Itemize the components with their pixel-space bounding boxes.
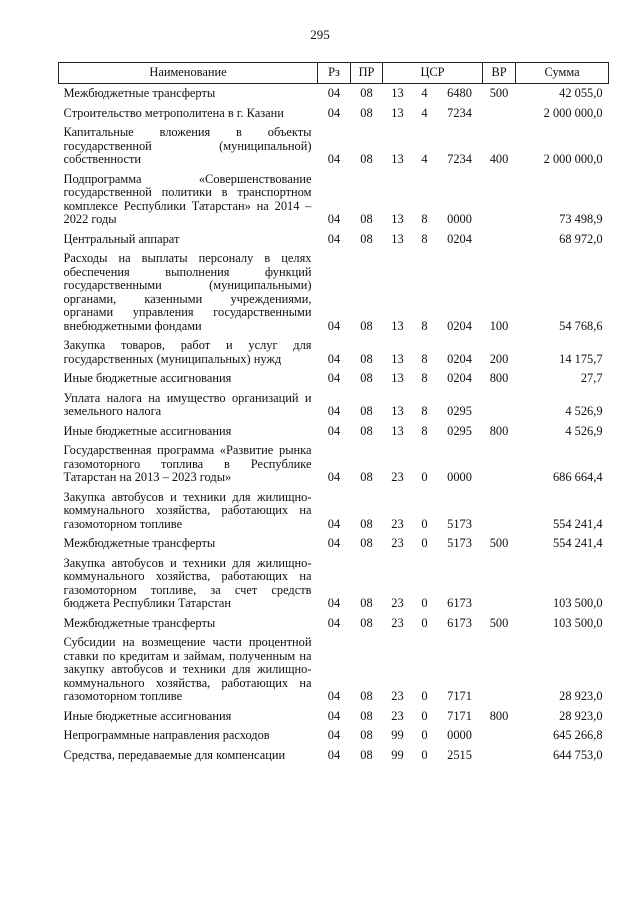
row-csr-program: 23 xyxy=(391,536,404,550)
table-row xyxy=(59,422,609,442)
table-row xyxy=(59,488,609,535)
row-name: Непрограммные направления расходов xyxy=(63,728,270,742)
row-pr: 08 xyxy=(360,516,373,531)
row-vr xyxy=(483,554,516,614)
row-csr-program: 13 xyxy=(391,212,404,226)
row-csr-subprogram: 8 xyxy=(421,318,428,333)
row-pr: 08 xyxy=(360,152,373,166)
row-csr-subprogram: 0 xyxy=(421,615,428,630)
row-csr-subprogram: 0 xyxy=(421,470,428,484)
row-sum: 28 923,0 xyxy=(559,708,603,723)
row-csr-program: 13 xyxy=(391,231,404,246)
row-pr: 08 xyxy=(360,212,373,226)
row-name: Средства, передаваемые для компенсации xyxy=(63,747,286,762)
row-csr-direction: 7171 xyxy=(447,708,472,723)
row-name: Иные бюджетные ассигнования xyxy=(63,371,232,385)
row-name: Капитальные вложения в объекты государственной (муниципальной) собственности xyxy=(63,125,312,166)
row-csr-program: 13 xyxy=(391,318,404,333)
row-vr: 500 xyxy=(489,536,509,550)
row-sum: 4 526,9 xyxy=(565,423,603,438)
row-pr: 08 xyxy=(360,231,373,246)
row-csr-subprogram: 0 xyxy=(421,516,428,531)
row-pr: 08 xyxy=(360,615,373,630)
row-name: Закупка автобусов и техники для жилищно-коммунального хозяйства, работающих на газомоторном топливе, за счет средств бюджета Республики Татарстан xyxy=(63,555,312,610)
row-csr-program: 99 xyxy=(391,747,404,762)
row-vr: 100 xyxy=(489,318,509,333)
row-sum: 54 768,6 xyxy=(559,318,603,333)
table-row xyxy=(59,534,609,554)
row-name: Закупка товаров, работ и услуг для государственных (муниципальных) нужд xyxy=(63,338,312,366)
row-rz: 04 xyxy=(327,689,341,703)
row-rz: 04 xyxy=(327,371,341,385)
row-name: Межбюджетные трансферты xyxy=(63,536,216,550)
row-vr: 200 xyxy=(489,351,509,366)
row-csr-program: 23 xyxy=(391,615,404,630)
row-sum: 644 753,0 xyxy=(552,747,603,762)
row-sum: 103 500,0 xyxy=(552,615,603,630)
row-pr: 08 xyxy=(360,86,373,100)
page-number: 295 xyxy=(310,27,330,42)
row-sum: 2 000 000,0 xyxy=(543,152,603,166)
table-row xyxy=(59,123,609,170)
row-csr-direction: 2515 xyxy=(447,747,472,762)
row-csr-program: 23 xyxy=(391,470,404,484)
row-sum: 554 241,4 xyxy=(552,516,603,531)
row-csr-program: 13 xyxy=(391,105,404,120)
row-csr-program: 23 xyxy=(391,689,404,703)
table-row xyxy=(59,389,609,422)
row-rz: 04 xyxy=(327,615,341,630)
row-csr-subprogram: 8 xyxy=(421,404,428,418)
row-rz: 04 xyxy=(327,470,341,484)
row-csr-direction: 0204 xyxy=(447,351,472,366)
table-row xyxy=(59,554,609,614)
row-pr: 08 xyxy=(360,371,373,385)
row-csr-subprogram: 4 xyxy=(421,86,428,100)
row-csr-subprogram: 8 xyxy=(421,371,428,385)
table-row xyxy=(59,104,609,124)
row-vr xyxy=(483,170,516,230)
table-row xyxy=(59,707,609,727)
row-sum: 42 055,0 xyxy=(559,86,603,100)
row-name: Строительство метрополитена в г. Казани xyxy=(63,105,284,120)
row-vr: 500 xyxy=(489,615,509,630)
row-csr-subprogram: 4 xyxy=(421,105,428,120)
row-csr-subprogram: 0 xyxy=(421,708,428,723)
row-name: Межбюджетные трансферты xyxy=(63,615,216,630)
table-row xyxy=(59,441,609,488)
row-csr-direction: 5173 xyxy=(447,536,472,550)
table-row xyxy=(59,84,609,104)
row-pr: 08 xyxy=(360,747,373,762)
row-pr: 08 xyxy=(360,708,373,723)
row-sum: 68 972,0 xyxy=(559,231,603,246)
row-csr-program: 13 xyxy=(391,423,404,438)
row-pr: 08 xyxy=(360,470,373,484)
row-csr-subprogram: 0 xyxy=(421,747,428,762)
row-csr-subprogram: 4 xyxy=(421,152,428,166)
header-vr: ВР xyxy=(483,63,516,84)
row-csr-subprogram: 8 xyxy=(421,212,428,226)
header-name: Наименование xyxy=(59,63,318,84)
row-csr-direction: 0204 xyxy=(447,318,472,333)
row-name: Закупка автобусов и техники для жилищно-коммунального хозяйства, работающих на газомоторном топливе xyxy=(63,489,312,531)
row-csr-subprogram: 8 xyxy=(421,351,428,366)
table-row xyxy=(59,614,609,634)
row-rz: 04 xyxy=(327,318,341,333)
row-pr: 08 xyxy=(360,351,373,366)
row-rz: 04 xyxy=(327,351,341,366)
table-row xyxy=(59,170,609,230)
row-csr-subprogram: 0 xyxy=(421,596,428,610)
row-rz: 04 xyxy=(327,231,341,246)
row-vr: 800 xyxy=(489,371,509,385)
row-csr-program: 99 xyxy=(391,728,404,742)
table-row xyxy=(59,726,609,746)
row-csr-direction: 6173 xyxy=(447,615,472,630)
row-pr: 08 xyxy=(360,423,373,438)
row-sum: 14 175,7 xyxy=(559,351,603,366)
row-csr-direction: 0000 xyxy=(447,212,472,226)
row-sum: 103 500,0 xyxy=(552,596,603,610)
row-name: Иные бюджетные ассигнования xyxy=(63,423,232,438)
row-csr-subprogram: 0 xyxy=(421,689,428,703)
row-pr: 08 xyxy=(360,318,373,333)
table-row xyxy=(59,633,609,707)
row-csr-direction: 0295 xyxy=(447,404,472,418)
row-vr: 800 xyxy=(489,423,509,438)
row-vr xyxy=(483,633,516,707)
row-vr xyxy=(483,104,516,124)
row-csr-direction: 0000 xyxy=(447,470,472,484)
row-vr xyxy=(483,389,516,422)
row-csr-direction: 0000 xyxy=(447,728,472,742)
row-name: Иные бюджетные ассигнования xyxy=(63,708,232,723)
row-csr-program: 13 xyxy=(391,86,404,100)
row-csr-program: 23 xyxy=(391,708,404,723)
row-rz: 04 xyxy=(327,86,341,100)
row-name: Межбюджетные трансферты xyxy=(63,86,216,100)
row-csr-subprogram: 8 xyxy=(421,423,428,438)
row-name: Уплата налога на имущество организаций и земельного налога xyxy=(63,390,312,418)
table-row xyxy=(59,230,609,250)
table-row xyxy=(59,249,609,336)
row-csr-direction: 7234 xyxy=(447,105,472,120)
row-rz: 04 xyxy=(327,105,341,120)
row-vr xyxy=(483,726,516,746)
row-rz: 04 xyxy=(327,747,341,762)
row-csr-direction: 6480 xyxy=(447,86,472,100)
row-sum: 27,7 xyxy=(580,371,603,385)
row-sum: 686 664,4 xyxy=(552,470,603,484)
row-csr-program: 23 xyxy=(391,516,404,531)
row-rz: 04 xyxy=(327,596,341,610)
row-csr-direction: 7171 xyxy=(447,689,472,703)
row-rz: 04 xyxy=(327,516,341,531)
row-pr: 08 xyxy=(360,596,373,610)
header-sum: Сумма xyxy=(516,63,609,84)
row-vr xyxy=(483,441,516,488)
row-csr-program: 13 xyxy=(391,152,404,166)
row-sum: 28 923,0 xyxy=(559,689,603,703)
table-row xyxy=(59,336,609,369)
row-csr-direction: 0204 xyxy=(447,231,472,246)
row-vr xyxy=(483,230,516,250)
row-csr-direction: 5173 xyxy=(447,516,472,531)
row-vr: 400 xyxy=(489,152,509,166)
row-pr: 08 xyxy=(360,536,373,550)
row-pr: 08 xyxy=(360,689,373,703)
row-csr-program: 23 xyxy=(391,596,404,610)
row-sum: 645 266,8 xyxy=(552,728,603,742)
row-csr-program: 13 xyxy=(391,404,404,418)
table-header-row xyxy=(59,63,609,84)
row-rz: 04 xyxy=(327,536,341,550)
row-rz: 04 xyxy=(327,152,341,166)
row-vr: 500 xyxy=(489,86,509,100)
row-vr: 800 xyxy=(489,708,509,723)
row-name: Государственная программа «Развитие рынка газомоторного топлива в Республике Татарстан на 2013 – 2023 годы» xyxy=(63,443,312,484)
row-sum: 73 498,9 xyxy=(559,212,603,226)
row-csr-subprogram: 0 xyxy=(421,728,428,742)
row-sum: 4 526,9 xyxy=(565,404,603,418)
table-row xyxy=(59,369,609,389)
row-vr xyxy=(483,488,516,535)
row-name: Расходы на выплаты персоналу в целях обеспечения выполнения функций государственными (муниципальными) органами, казенными учреждениями, органами управления государственными внебюджетными фондами xyxy=(63,251,312,333)
row-rz: 04 xyxy=(327,423,341,438)
header-csr: ЦСР xyxy=(383,63,483,84)
row-csr-subprogram: 0 xyxy=(421,536,428,550)
row-rz: 04 xyxy=(327,728,341,742)
row-name: Подпрограмма «Совершенствование государственной политики в транспортном комплексе Республики Татарстан» на 2014 – 2022 годы xyxy=(63,171,312,226)
row-csr-direction: 0295 xyxy=(447,423,472,438)
row-name: Субсидии на возмещение части процентной ставки по кредитам и займам, полученным на закупку автобусов и техники для жилищно-коммунального хозяйства, работающих на газомоторном топливе xyxy=(63,635,312,703)
budget-table xyxy=(58,62,609,765)
row-name: Центральный аппарат xyxy=(63,231,180,246)
table-row xyxy=(59,746,609,766)
row-pr: 08 xyxy=(360,105,373,120)
row-sum: 554 241,4 xyxy=(552,536,603,550)
row-csr-subprogram: 8 xyxy=(421,231,428,246)
row-sum: 2 000 000,0 xyxy=(543,105,603,120)
row-csr-program: 13 xyxy=(391,351,404,366)
row-rz: 04 xyxy=(327,708,341,723)
header-pr: ПР xyxy=(351,63,383,84)
row-csr-direction: 0204 xyxy=(447,371,472,385)
row-csr-program: 13 xyxy=(391,371,404,385)
row-pr: 08 xyxy=(360,404,373,418)
row-csr-direction: 7234 xyxy=(447,152,472,166)
header-rz: Рз xyxy=(318,63,351,84)
row-pr: 08 xyxy=(360,728,373,742)
row-rz: 04 xyxy=(327,404,341,418)
row-csr-direction: 6173 xyxy=(447,596,472,610)
row-rz: 04 xyxy=(327,212,341,226)
row-vr xyxy=(483,746,516,766)
